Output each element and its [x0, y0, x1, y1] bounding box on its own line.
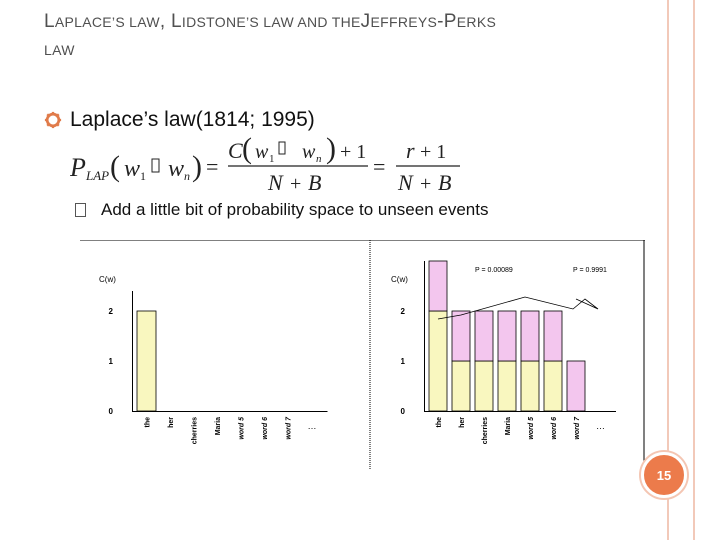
bar-observed — [521, 361, 539, 411]
frame-line-right — [693, 0, 695, 540]
chart-1-xtick-label: Maria — [215, 417, 222, 436]
laplace-formula — [70, 136, 470, 196]
title-line-2: LAW — [44, 42, 75, 58]
svg-text:(: ( — [110, 150, 120, 183]
annotation-left: P = 0.00089 — [475, 267, 513, 274]
svg-text:w: w — [302, 141, 316, 163]
chart-2-xtick-label: Maria — [505, 417, 512, 436]
bar-added — [475, 311, 493, 361]
chart-1-xtick-label: word 6 — [262, 417, 269, 440]
chart-2-ytick-label: 2 — [400, 307, 405, 316]
svg-text:N: N — [268, 170, 283, 195]
formula-p: P — [70, 153, 86, 182]
bar-observed — [452, 361, 470, 411]
chart-1-xtick-label: word 5 — [238, 417, 246, 440]
formula-sub: LAP — [86, 168, 110, 183]
bar-observed — [429, 311, 447, 411]
chart-2-ytick-label: 1 — [400, 357, 405, 366]
gear-bullet-icon — [44, 111, 62, 129]
chart-2-ellipsis: … — [596, 421, 605, 431]
svg-text:+: + — [420, 173, 432, 195]
chart-2-xtick-label: word 7 — [574, 417, 581, 440]
sub-bullet — [75, 200, 488, 220]
title-part: L — [44, 11, 55, 32]
svg-text:C: C — [228, 138, 243, 163]
svg-text:n: n — [184, 169, 190, 183]
bar — [137, 311, 156, 411]
svg-text:(: ( — [242, 136, 252, 165]
sub-bullet-text: Add a little bit of probability space to unseen events — [101, 200, 489, 219]
title-part: ERKS — [456, 14, 497, 30]
svg-text:=: = — [373, 154, 386, 179]
title-part: APLACE’S LAW — [54, 14, 160, 30]
chart-2-xtick-label: word 6 — [551, 417, 558, 440]
chart-2-xtick-label: cherries — [482, 417, 489, 445]
bar-observed — [544, 361, 562, 411]
svg-text:+ 1: + 1 — [420, 141, 447, 163]
chart-2-ytick-label: 0 — [400, 407, 405, 416]
svg-text:1: 1 — [269, 153, 275, 165]
svg-text:B: B — [308, 170, 322, 195]
svg-text:1: 1 — [140, 169, 146, 183]
bullet-text: Laplace’s law(1814; 1995) — [70, 108, 315, 131]
chart-2-xtick-label: her — [459, 417, 466, 428]
svg-text:): ) — [192, 150, 202, 183]
chart-1-xtick-label: her — [168, 417, 175, 428]
title-part: -P — [437, 11, 457, 32]
bar-added — [521, 311, 539, 361]
bar-observed — [498, 361, 516, 411]
title-part: J — [360, 11, 371, 32]
svg-text:+: + — [290, 173, 302, 195]
chart-1-ytick-label: 1 — [108, 357, 113, 366]
title-part: EFFREYS — [370, 14, 438, 30]
svg-text:r: r — [406, 138, 415, 163]
bar-added — [429, 261, 447, 311]
title-part: IDSTONE’S LAW AND THE — [181, 14, 361, 30]
chart-2-ylabel: C(w) — [391, 275, 408, 284]
bar-added — [567, 361, 585, 411]
bar-added — [452, 311, 470, 361]
svg-text:n: n — [316, 153, 322, 165]
svg-text:w: w — [124, 156, 141, 182]
chart-1-xtick-label: the — [144, 417, 152, 428]
svg-text:w: w — [168, 156, 185, 182]
svg-text:w: w — [255, 141, 269, 163]
bar-added — [498, 311, 516, 361]
bar-added — [544, 311, 562, 361]
chart-1-ytick-label: 0 — [108, 407, 113, 416]
bullet-laplace — [44, 108, 315, 132]
box-bullet-icon — [75, 203, 86, 217]
slide-title — [44, 8, 664, 64]
svg-text:+ 1: + 1 — [340, 141, 367, 163]
chart-1-ellipsis: … — [307, 421, 317, 431]
svg-text:): ) — [326, 136, 336, 165]
chart-2-xtick-label: the — [436, 417, 443, 428]
title-part: , L — [159, 11, 182, 32]
chart-1-xtick-label: word 7 — [285, 417, 293, 440]
chart-2-xtick-label: word 5 — [528, 417, 535, 440]
page-number: 15 — [656, 467, 672, 483]
annotation-right: P = 0.9991 — [573, 267, 607, 274]
page-number-badge — [641, 452, 687, 498]
svg-text:B: B — [438, 170, 452, 195]
bar-observed — [475, 361, 493, 411]
chart-1-xtick-label: cherries — [191, 417, 199, 445]
bar-charts — [80, 240, 645, 470]
chart-1-ytick-label: 2 — [108, 307, 113, 316]
svg-text:=: = — [206, 154, 219, 179]
chart-1-ylabel: C(w) — [99, 275, 116, 284]
svg-text:N: N — [398, 170, 413, 195]
